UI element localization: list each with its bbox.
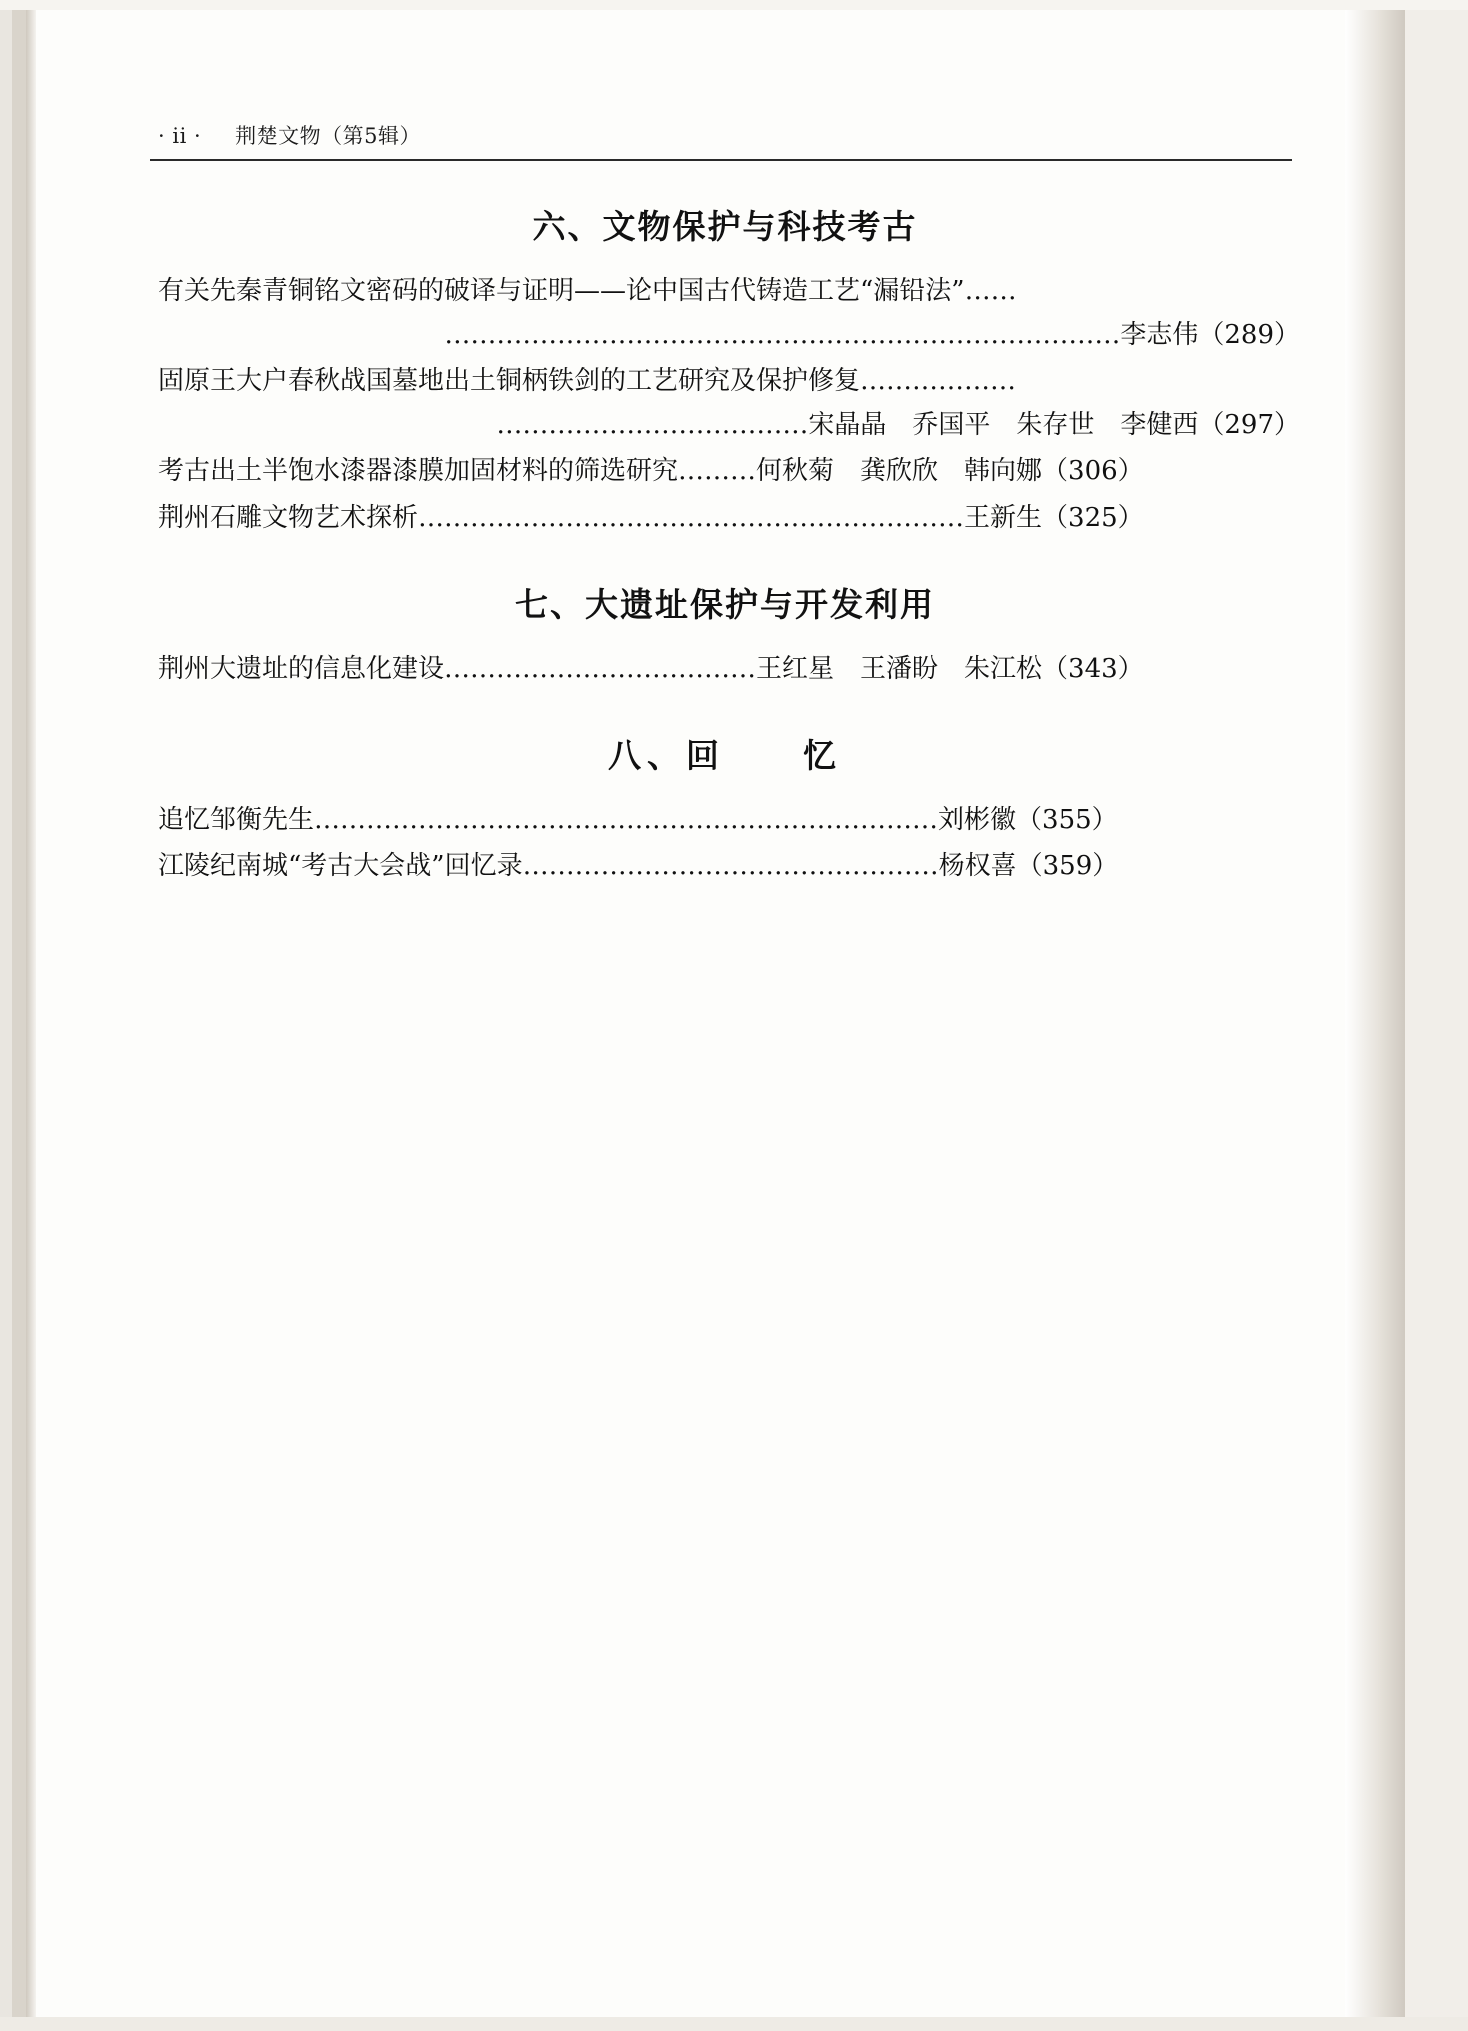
toc-entry[interactable]	[150, 497, 1300, 539]
toc-entry[interactable]	[150, 799, 1300, 841]
toc-entry[interactable]	[150, 648, 1300, 690]
leader-dots: ……………………………………………………………………	[444, 320, 1121, 351]
toc-entry[interactable]	[150, 360, 1300, 446]
toc-entry-page: （343）	[1042, 653, 1144, 684]
leader-dots: ………………………………	[496, 410, 809, 441]
toc-entry-tail	[150, 314, 1300, 356]
toc-entry-title: 考古出土半饱水漆器漆膜加固材料的筛选研究………	[158, 456, 757, 487]
toc-entry-line	[150, 450, 1300, 492]
toc-entry-title: 荆州大遗址的信息化建设………………………………	[158, 653, 757, 684]
toc-entry-line	[150, 845, 1300, 887]
toc-entry-title: 固原王大户春秋战国墓地出土铜柄铁剑的工艺研究及保护修复………………	[158, 366, 1017, 397]
toc-entry-authors: 宋晶晶 乔国平 朱存世 李健西	[808, 410, 1199, 441]
toc-entry-authors: 刘彬徽	[938, 804, 1017, 835]
toc-entry-line	[150, 648, 1300, 690]
toc-entry-line	[150, 799, 1300, 841]
section-heading-7: 七、大遗址保护与开发利用	[515, 584, 935, 624]
book-title: 荆楚文物（第5辑）	[235, 124, 422, 148]
toc-entry[interactable]	[150, 845, 1300, 887]
toc-entry-page: （355）	[1016, 804, 1118, 835]
toc-entry-title: 有关先秦青铜铭文密码的破译与证明——论中国古代铸造工艺“漏铅法”……	[158, 276, 1017, 306]
toc-entry-authors: 何秋菊 龚欣欣 韩向娜	[756, 456, 1043, 487]
toc-entry-authors: 王红星 王潘盼 朱江松	[756, 653, 1043, 684]
toc-entry[interactable]	[150, 270, 1300, 356]
scan-edge-right	[1405, 0, 1468, 2031]
scan-edge-left-strip	[12, 0, 26, 2031]
toc-entry-title: 追忆邹衡先生………………………………………………………………	[158, 804, 939, 835]
toc-entry-page: （289）	[1198, 320, 1300, 351]
toc-entry-title: 江陵纪南城“考古大会战”回忆录…………………………………………	[158, 850, 939, 881]
scan-edge-bottom	[0, 2017, 1468, 2031]
toc-entry[interactable]	[150, 450, 1300, 492]
toc-entry-page: （359）	[1016, 850, 1119, 881]
toc-entry-authors: 王新生	[964, 502, 1043, 533]
toc-entry-authors: 李志伟	[1120, 320, 1199, 351]
toc-entry-page: （306）	[1042, 456, 1144, 487]
page-folio: · ii ·	[158, 124, 202, 148]
section-heading-6: 六、文物保护与科技考古	[532, 207, 918, 246]
toc-content	[150, 120, 1300, 891]
toc-entry-page: （325）	[1042, 502, 1144, 533]
scan-edge-left-shadow	[26, 0, 36, 2031]
scan-edge-top	[0, 0, 1468, 10]
scan-edge-left	[0, 0, 12, 2031]
toc-entry-tail	[150, 404, 1300, 446]
toc-entry-authors: 杨权喜	[938, 850, 1017, 881]
toc-entry-page: （297）	[1198, 410, 1300, 441]
book-spine-shadow	[1345, 0, 1405, 2031]
header-rule	[150, 159, 1292, 161]
running-head	[150, 120, 1300, 150]
toc-entry-line	[150, 497, 1300, 539]
toc-entry-title: 荆州石雕文物艺术探析………………………………………………………	[158, 502, 965, 533]
section-heading-8: 八、回 忆	[608, 735, 842, 775]
